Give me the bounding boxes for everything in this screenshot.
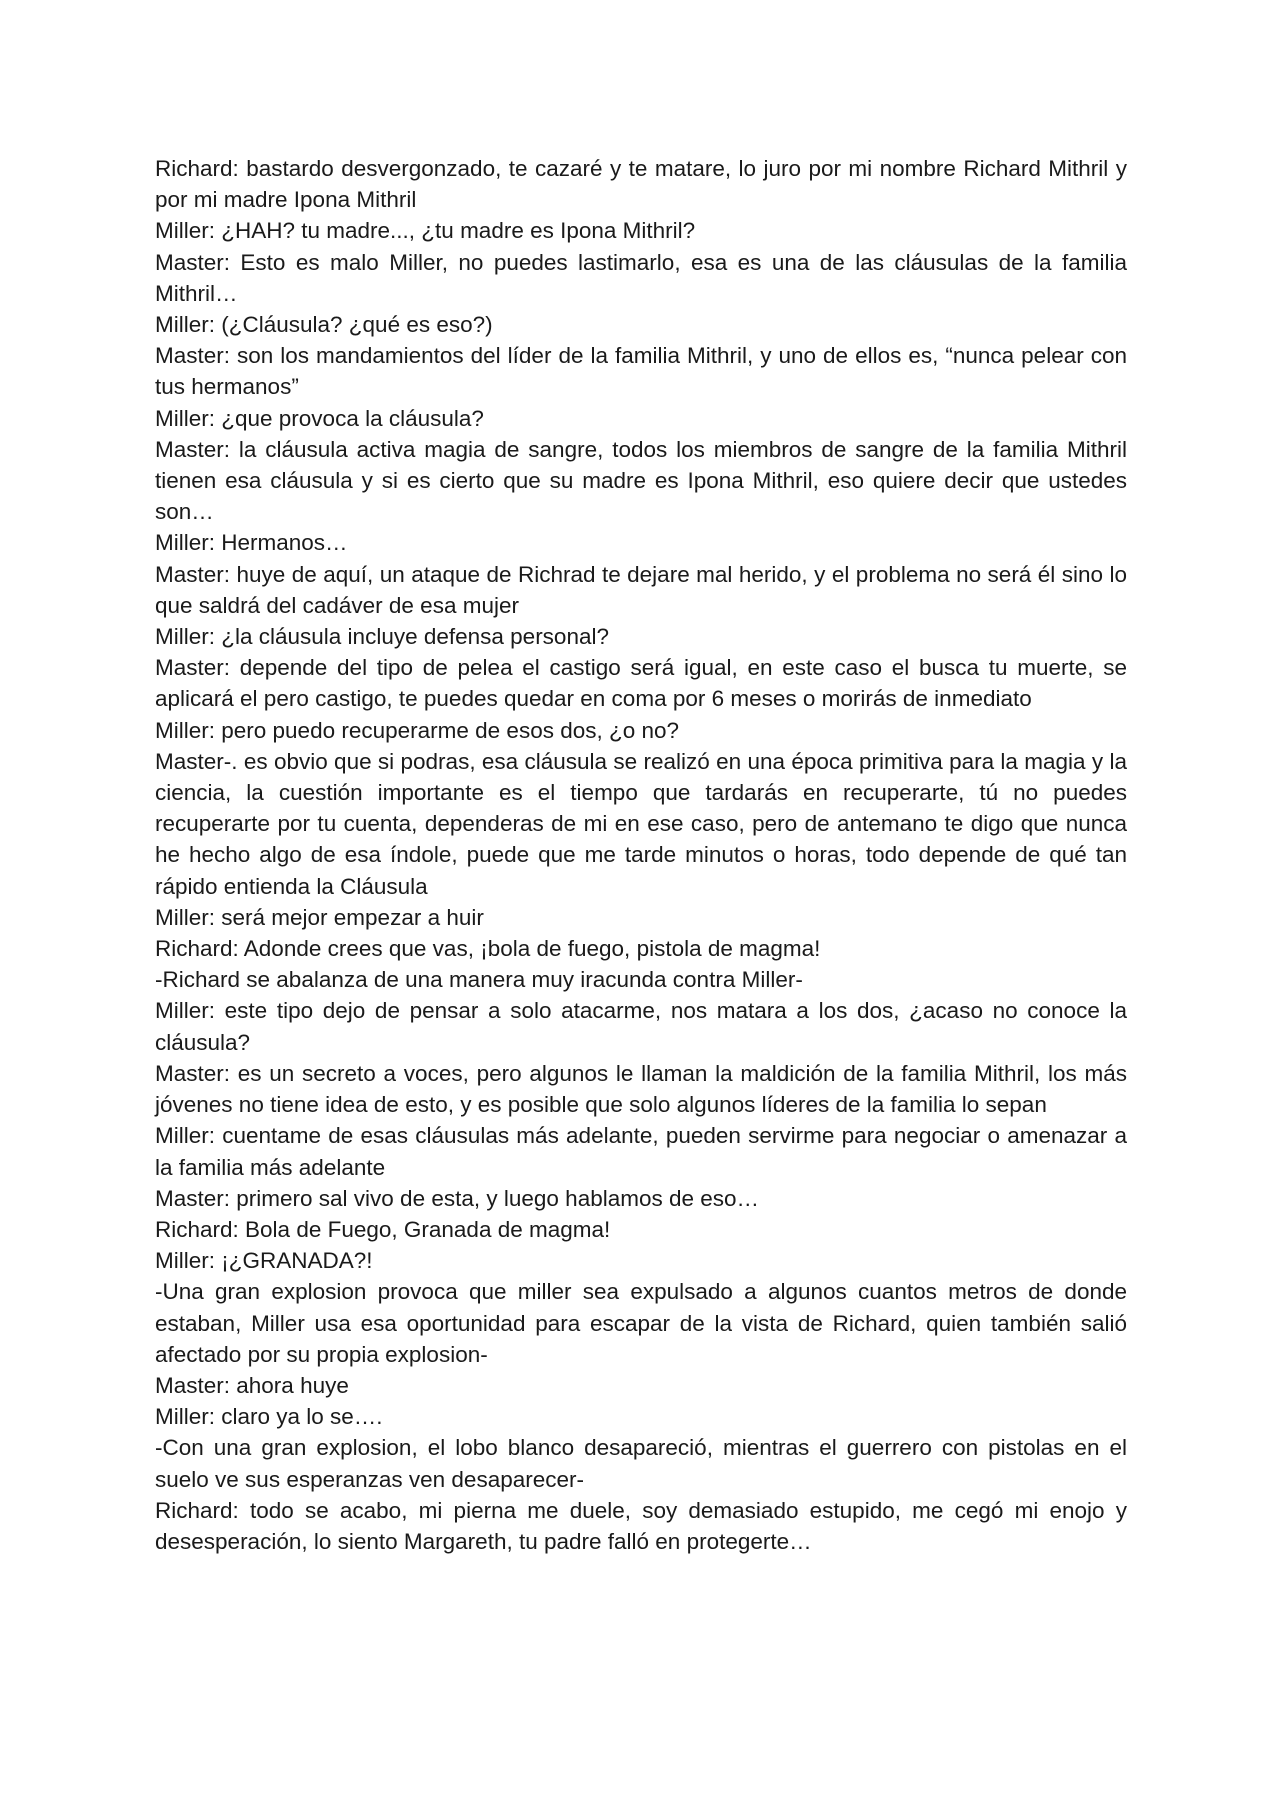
paragraph: Miller: pero puedo recuperarme de esos dos, ¿o no? [155, 717, 680, 743]
paragraph: Miller: claro ya lo se…. [155, 1404, 383, 1430]
paragraph: Master: la cláusula activa magia de sangre, todos los miembros de sangre de la familia Mithril tienen esa cláusula y si es cierto que su madre es Ipona Mithril, eso quiere decir que ustedes son… [155, 436, 1127, 525]
paragraph: -Una gran explosion provoca que miller sea expulsado a algunos cuantos metros de donde estaban, Miller usa esa oportunidad para escapar de la vista de Richard, quien también salió afectado por su propia explosion- [155, 1279, 1127, 1367]
paragraph: Richard: bastardo desvergonzado, te cazaré y te matare, lo juro por mi nombre Richard Mithril y por mi madre Ipona Mithril [155, 156, 1127, 213]
paragraph: -Con una gran explosion, el lobo blanco desapareció, mientras el guerrero con pistolas en el suelo ve sus esperanzas ven desaparecer- [155, 1435, 1127, 1492]
paragraph: Miller: ¡¿GRANADA?! [155, 1248, 373, 1274]
paragraph: Richard: Bola de Fuego, Granada de magma! [155, 1216, 611, 1242]
paragraph: Master: primero sal vivo de esta, y luego hablamos de eso… [155, 1185, 760, 1211]
paragraph: Miller: Hermanos… [155, 530, 348, 556]
paragraph: -Richard se abalanza de una manera muy iracunda contra Miller- [155, 967, 803, 993]
paragraph: Master: huye de aquí, un ataque de Richrad te dejare mal herido, y el problema no será él sino lo que saldrá del cadáver de esa mujer [155, 561, 1127, 618]
paragraph: Master: son los mandamientos del líder de la familia Mithril, y uno de ellos es, “nunca pelear con tus hermanos” [155, 343, 1127, 400]
paragraph: Miller: este tipo dejo de pensar a solo atacarme, nos matara a los dos, ¿acaso no conoce la cláusula? [155, 998, 1127, 1055]
paragraph: Master: Esto es malo Miller, no puedes lastimarlo, esa es una de las cláusulas de la familia Mithril… [155, 249, 1127, 306]
paragraph: Richard: Adonde crees que vas, ¡bola de fuego, pistola de magma! [155, 936, 821, 962]
paragraph: Richard: todo se acabo, mi pierna me duele, soy demasiado estupido, me cegó mi enojo y desesperación, lo siento Margareth, tu padre falló en protegerte… [155, 1497, 1127, 1554]
paragraph: Miller: cuentame de esas cláusulas más adelante, pueden servirme para negociar o amenazar a la familia más adelante [155, 1123, 1127, 1180]
paragraph: Master: depende del tipo de pelea el castigo será igual, en este caso el busca tu muerte, se aplicará el pero castigo, te puedes quedar en coma por 6 meses o morirás de inmediato [155, 655, 1127, 712]
paragraph: Miller: ¿que provoca la cláusula? [155, 405, 484, 431]
paragraph: Master: es un secreto a voces, pero algunos le llaman la maldición de la familia Mithril, los más jóvenes no tiene idea de esto, y es posible que solo algunos líderes de la familia lo sepan [155, 1060, 1127, 1118]
paragraph: Miller: será mejor empezar a huir [155, 904, 484, 930]
paragraph: Miller: ¿HAH? tu madre..., ¿tu madre es Ipona Mithril? [155, 218, 696, 244]
paragraph: Miller: (¿Cláusula? ¿qué es eso?) [155, 312, 493, 338]
paragraph: Master: ahora huye [155, 1372, 349, 1398]
body-text [155, 153, 1127, 1557]
paragraph: Master-. es obvio que si podras, esa cláusula se realizó en una época primitiva para la magia y la ciencia, la cuestión importante es el tiempo que tardarás en recuperarte, tú no puedes recuperarte por tu cuenta, dependeras de mi en ese caso, pero de antemano te digo que nunca he hecho algo de esa índole, puede que me tarde minutos o horas, todo depende de qué tan rápido entienda la Cláusula [155, 748, 1127, 899]
paragraph: Miller: ¿la cláusula incluye defensa personal? [155, 624, 609, 650]
